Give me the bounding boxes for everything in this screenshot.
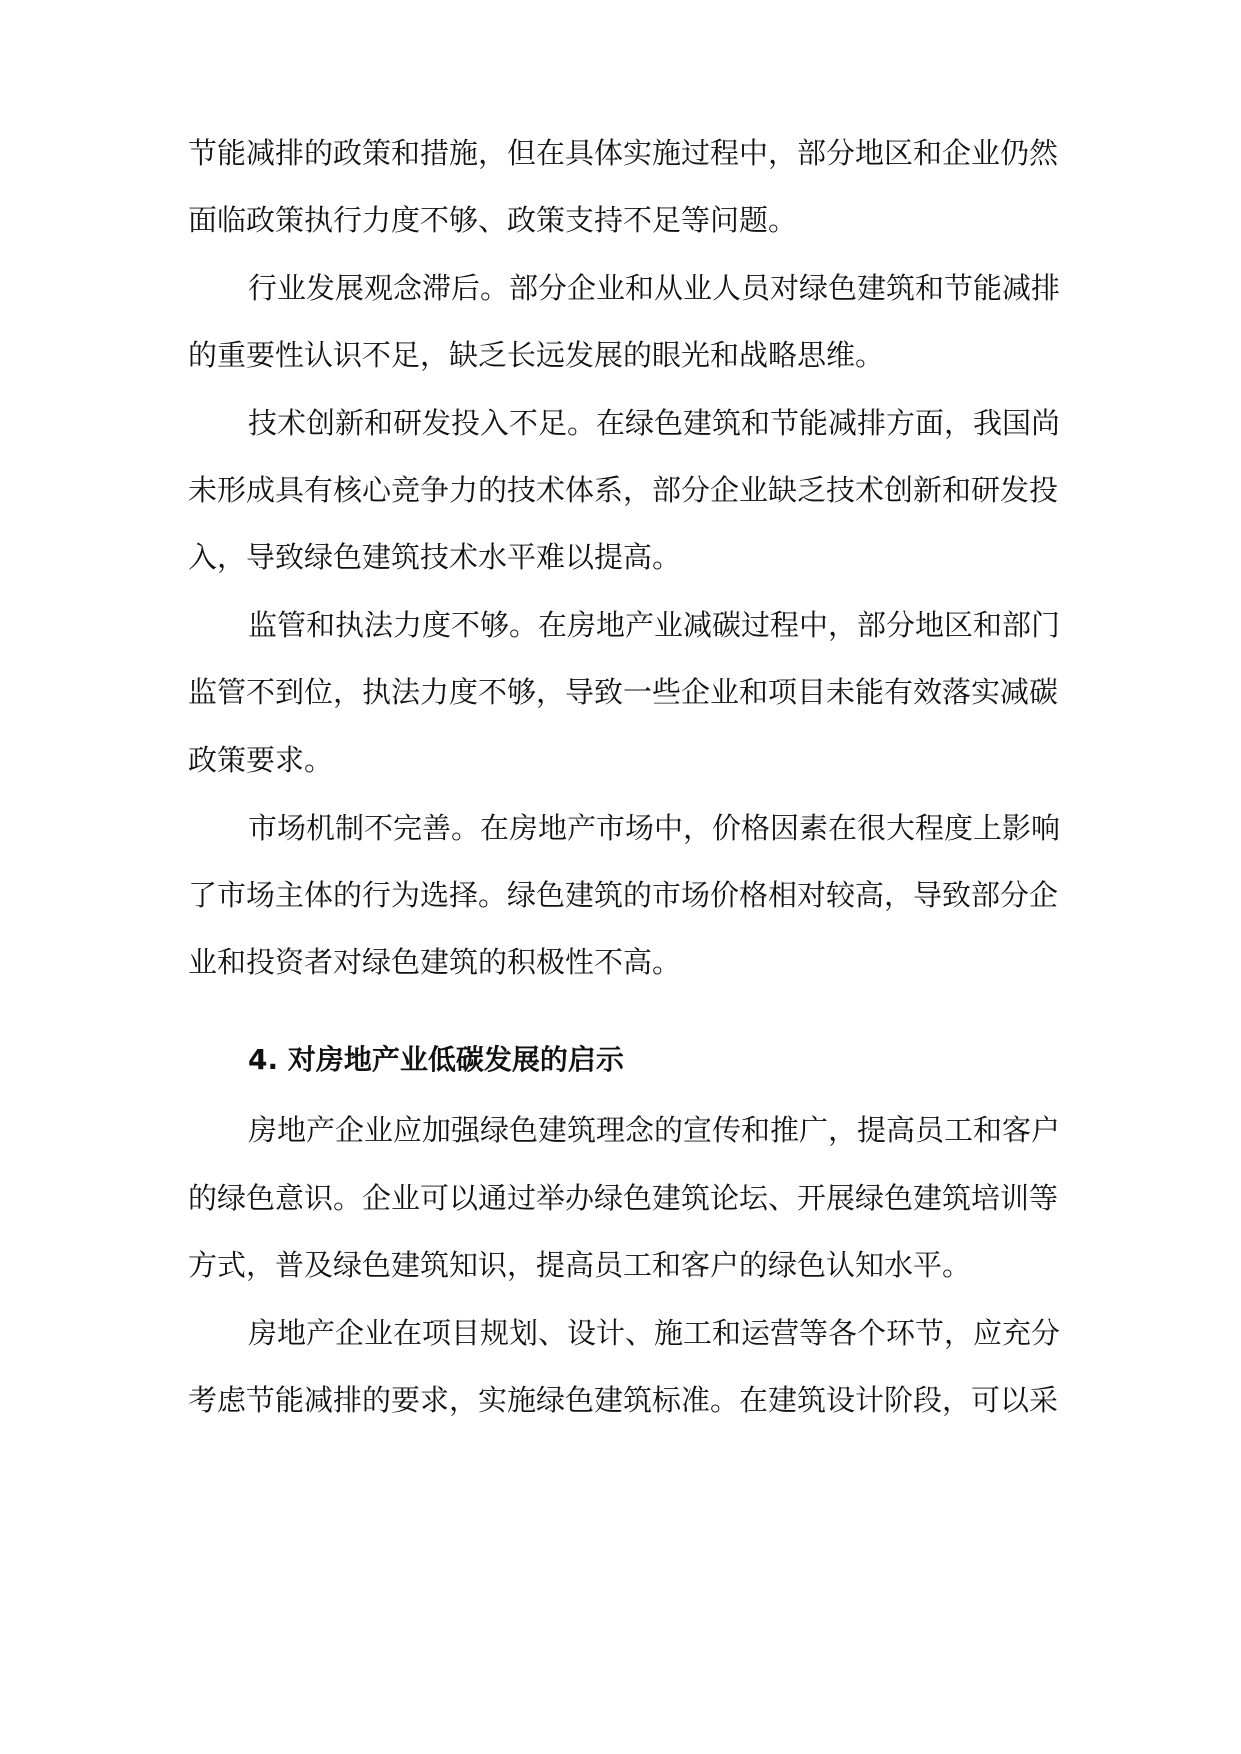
paragraph-line: 业和投资者对绿色建筑的积极性不高。 — [188, 945, 682, 979]
paragraph-line: 面临政策执行力度不够、政策支持不足等问题。 — [188, 203, 798, 237]
paragraph-line: 的绿色意识。企业可以通过举办绿色建筑论坛、开展绿色建筑培训等 — [188, 1181, 1059, 1215]
paragraph-line: 节能减排的政策和措施，但在具体实施过程中，部分地区和企业仍然 — [188, 136, 1059, 170]
paragraph-line: 政策要求。 — [188, 743, 334, 777]
section-heading: 4. 对房地产业低碳发展的启示 — [248, 1043, 624, 1076]
paragraph-line: 市场机制不完善。在房地产市场中，价格因素在很大程度上影响 — [248, 811, 1061, 845]
paragraph-line: 了市场主体的行为选择。绿色建筑的市场价格相对较高，导致部分企 — [188, 878, 1059, 912]
paragraph-line: 未形成具有核心竞争力的技术体系，部分企业缺乏技术创新和研发投 — [188, 473, 1059, 507]
paragraph-line: 技术创新和研发投入不足。在绿色建筑和节能减排方面，我国尚 — [248, 406, 1061, 440]
paragraph-line: 监管不到位，执法力度不够，导致一些企业和项目未能有效落实减碳 — [188, 675, 1059, 709]
paragraph-line: 入，导致绿色建筑技术水平难以提高。 — [188, 540, 682, 574]
paragraph-line: 行业发展观念滞后。部分企业和从业人员对绿色建筑和节能减排 — [248, 271, 1061, 305]
paragraph-line: 考虑节能减排的要求，实施绿色建筑标准。在建筑设计阶段，可以采 — [188, 1383, 1059, 1417]
paragraph-line: 方式，普及绿色建筑知识，提高员工和客户的绿色认知水平。 — [188, 1248, 972, 1282]
paragraph-line: 的重要性认识不足，缺乏长远发展的眼光和战略思维。 — [188, 338, 885, 372]
paragraph-line: 房地产企业在项目规划、设计、施工和运营等各个环节，应充分 — [248, 1316, 1061, 1350]
paragraph-line: 房地产企业应加强绿色建筑理念的宣传和推广，提高员工和客户 — [248, 1113, 1061, 1147]
paragraph-line: 监管和执法力度不够。在房地产业减碳过程中，部分地区和部门 — [248, 608, 1061, 642]
